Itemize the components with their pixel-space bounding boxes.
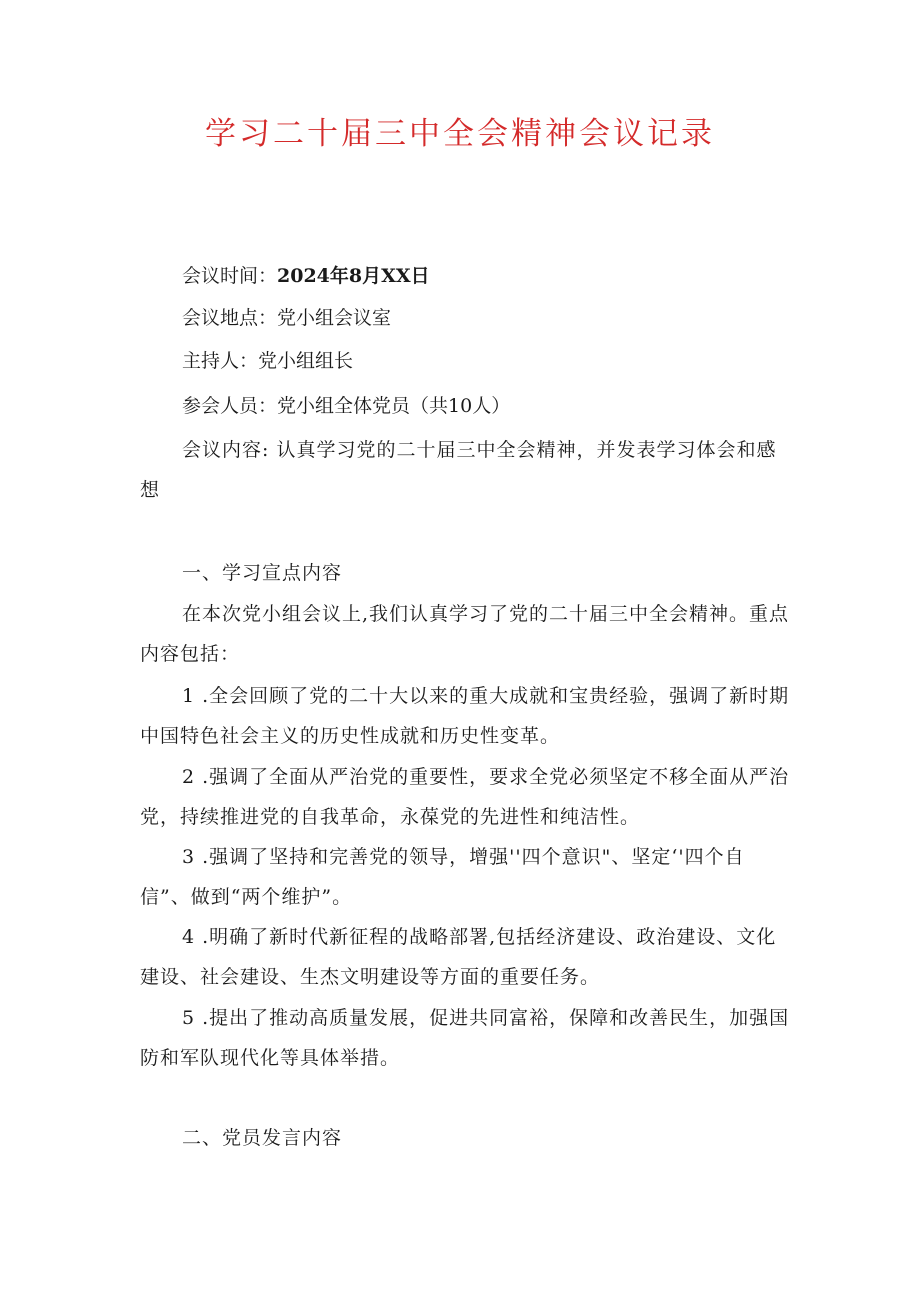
section2-heading: 二、党员发言内容: [182, 1127, 343, 1149]
document-title: 学习二十届三中全会精神会议记录: [205, 116, 715, 152]
meta-location-label: 会议地点：: [182, 307, 278, 329]
section1-intro: 在本次党小组会议上,我们认真学习了党的二十届三中全会精神。重点内容包括：: [140, 603, 790, 665]
section1-item-4: 4 .明确了新时代新征程的战略部署,包括经济建设、政治建设、文化建设、社会建设、生杰文明建设等方面的重要任务。: [140, 926, 777, 988]
meta-host-value: 党小组组长: [258, 350, 354, 372]
meta-time: [182, 256, 430, 296]
meeting-content-paragraph: 会议内容: 认真学习党的二十届三中全会精神，并发表学习体会和感想: [140, 439, 777, 501]
section1-heading: 一、学习宣点内容: [182, 562, 343, 584]
meta-attendees-label: 参会人员：: [182, 395, 278, 417]
section1-item-1: 1 .全会回顾了党的二十大以来的重大成就和宝贵经验，强调了新时期中国特色社会主义的历史性成就和历史性变革。: [140, 685, 790, 747]
section1-item-5: 5 .提出了推动高质量发展，促进共同富裕，保障和改善民生，加强国防和军队现代化等具体举措。: [140, 1007, 790, 1069]
meta-time-label: 会议时间：: [182, 265, 278, 287]
meta-attendees-value: 党小组全体党员（共10人）: [277, 395, 511, 417]
meta-attendees: [182, 386, 510, 426]
meta-host-label: 主持人：: [182, 350, 259, 372]
meta-host: [182, 341, 353, 381]
meta-time-value: 2024年8月XX日: [277, 265, 430, 287]
section1-item-2: 2 .强调了全面从严治党的重要性，要求全党必须坚定不移全面从严治党，持续推进党的自我革命，永葆党的先进性和纯洁性。: [140, 766, 790, 828]
section1-item-3: 3 .强调了坚持和完善党的领导，增强''四个意识"、坚定‘'四个自信”、做到“两个维护”。: [140, 846, 745, 908]
meta-location: [182, 298, 391, 338]
meta-location-value: 党小组会议室: [277, 307, 392, 329]
